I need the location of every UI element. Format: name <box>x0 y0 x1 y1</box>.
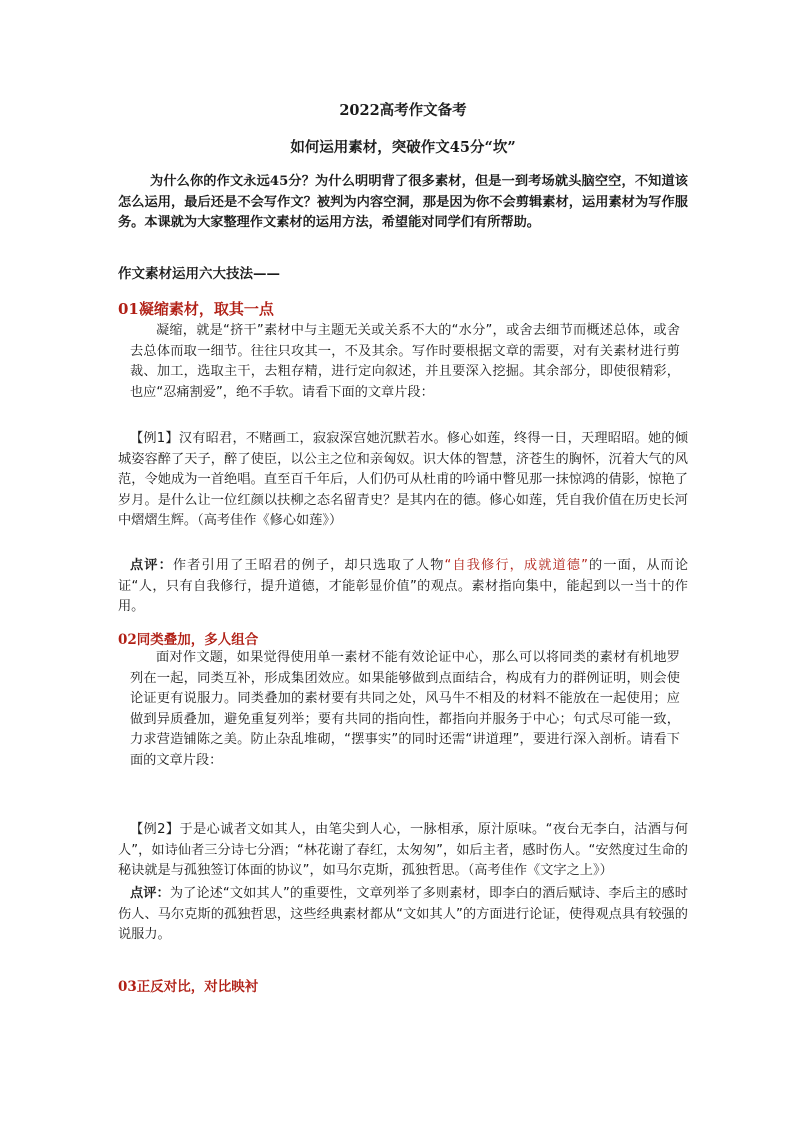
s2-comment-label: 点评： <box>130 886 170 901</box>
s1-comment-a: 作者引用了王昭君的例子，却只选取了人物 <box>172 558 445 573</box>
s1-comment-label: 点评： <box>130 558 173 573</box>
s1-heading: 01凝缩素材，取其一点 <box>118 300 274 318</box>
s1-comment <box>118 556 688 618</box>
s1-body: 凝缩，就是“挤干”素材中与主题无关或关系不大的“水分”，或舍去细节而概述总体，或舍去总体而取一细节。往往只攻其一，不及其余。写作时要根据文章的需要，对有关素材进行剪裁、加工，选取主干，去粗存精，进行定向叙述，并且要深入挖掘。其余部分，即使很精彩，也应“忍痛割爱”，绝不手软。请看下面的文章片段： <box>130 323 680 400</box>
s2-comment <box>118 884 688 946</box>
s1-comment-highlight: “自我修行，成就道德” <box>444 558 588 573</box>
doc-subtitle: 如何运用素材，突破作文45分“坎” <box>290 139 516 156</box>
s3-heading: 03正反对比，对比映衬 <box>118 979 259 995</box>
s1-example: 【例1】汉有昭君，不赌画工，寂寂深宫她沉默若水。修心如莲，终得一日，天理昭昭。她的倾城姿容醉了天子，醉了使臣，以公主之位和亲匈奴。识大体的智慧，济苍生的胸怀，沉着大气的风范，令她成为一首绝唱。直至百千年后，人们仍可从杜甫的吟诵中瞥见那一抹惊鸿的倩影，惊艳了岁月。是什么让一位红颜以扶柳之态名留青史？是其内在的德。修心如莲，凭自我价值在历史长河中熠熠生辉。（高考佳作《修心如莲》） <box>118 431 688 528</box>
section-heading: 作文素材运用六大技法—— <box>118 266 280 282</box>
intro-paragraph: 为什么你的作文永远45分？为什么明明背了很多素材，但是一到考场就头脑空空，不知道该怎么运用，最后还是不会写作文？被判为内容空洞，那是因为你不会剪辑素材，运用素材为写作服务。本课就为大家整理作文素材的运用方法，希望能对同学们有所帮助。 <box>118 174 688 230</box>
s2-body: 面对作文题，如果觉得使用单一素材不能有效论证中心，那么可以将同类的素材有机地罗列在一起，同类互补，形成集团效应。如果能够做到点面结合，构成有力的群例证明，则会使论证更有说服力。同类叠加的素材要有共同之处，风马牛不相及的材料不能放在一起使用；应做到异质叠加，避免重复列举；要有共同的指向性，都指向并服务于中心；句式尽可能一致，力求营造铺陈之美。防止杂乱堆砌，“摆事实”的同时还需“讲道理”，要进行深入剖析。请看下面的文章片段： <box>130 650 680 768</box>
s2-example: 【例2】于是心诚者文如其人，由笔尖到人心，一脉相承，原汁原味。“夜台无李白，沽酒与何人”，如诗仙者三分诗七分酒；“林花谢了春红，太匆匆”，如后主者，感时伤人。“安然度过生命的秘诀就是与孤独签订体面的协议”，如马尔克斯，孤独哲思。（高考佳作《文字之上》） <box>118 822 688 878</box>
s2-comment-text: 为了论述“文如其人”的重要性，文章列举了多则素材，即李白的酒后赋诗、李后主的感时伤人、马尔克斯的孤独哲思，这些经典素材都从“文如其人”的方面进行论证，使得观点具有较强的说服力。 <box>118 886 688 942</box>
s2-heading: 02同类叠加，多人组合 <box>118 632 259 648</box>
s1-comment-b: 的一面，从而论证“人，只有自我修行，提升道德，才能彰显价值”的观点。素材指向集中，能起到以一当十的作用。 <box>118 558 689 614</box>
doc-title: 2022高考作文备考 <box>339 102 467 119</box>
